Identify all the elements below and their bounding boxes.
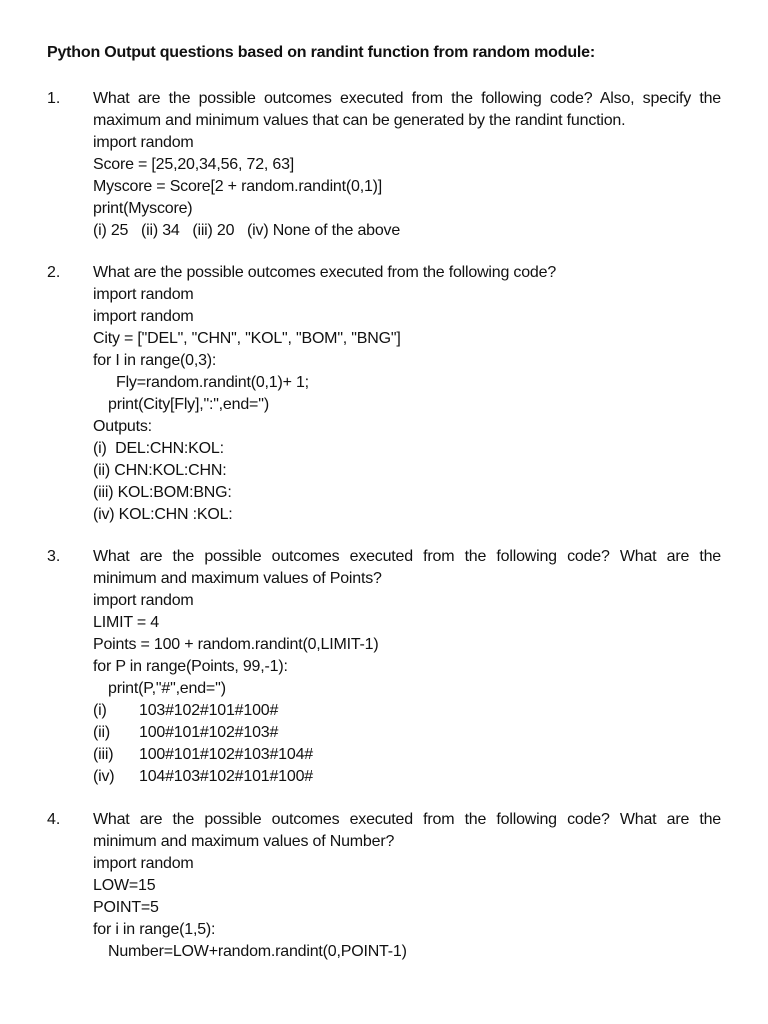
- question-number: 1.: [47, 90, 61, 107]
- answer-options-line: (i) 25 (ii) 34 (iii) 20 (iv) None of the above: [93, 222, 401, 239]
- option-label: (ii): [93, 724, 110, 741]
- code-line: City = ["DEL", "CHN", "KOL", "BOM", "BNG"]: [93, 330, 401, 347]
- output-option: [93, 766, 721, 788]
- code-line: Number=LOW+random.randint(0,POINT-1): [108, 943, 407, 960]
- code-line: for P in range(Points, 99,-1):: [93, 658, 288, 675]
- question-body: [93, 546, 721, 700]
- code-line: POINT=5: [93, 899, 159, 916]
- code-line: import random: [93, 308, 194, 325]
- code-line: Myscore = Score[2 + random.randint(0,1)]: [93, 178, 383, 195]
- question-prompt-line: minimum and maximum values of Points?: [93, 570, 382, 587]
- outputs-label: Outputs:: [93, 418, 152, 435]
- question-prompt-line: What are the possible outcomes executed from the following code?: [93, 264, 557, 281]
- output-option: (iii) KOL:BOM:BNG:: [93, 484, 232, 501]
- question-body: [93, 88, 721, 242]
- code-line: LOW=15: [93, 877, 156, 894]
- question-number: 3.: [47, 548, 61, 565]
- code-line: print(P,"#",end=''): [108, 680, 226, 697]
- question-prompt-line: What are the possible outcomes executed from the following code? What are the: [93, 811, 721, 828]
- code-line: Points = 100 + random.randint(0,LIMIT-1): [93, 636, 379, 653]
- options-list: [93, 700, 721, 788]
- option-text: 103#102#101#100#: [139, 702, 279, 719]
- output-option: [93, 722, 721, 744]
- question-number: 4.: [47, 811, 61, 828]
- document-title: Python Output questions based on randint function from random module:: [47, 44, 595, 61]
- question-prompt-line: What are the possible outcomes executed from the following code? Also, specify the: [93, 90, 721, 107]
- question-body: [93, 262, 721, 526]
- code-line: Score = [25,20,34,56, 72, 63]: [93, 156, 295, 173]
- code-line: import random: [93, 286, 194, 303]
- code-line: print(City[Fly],":",end=''): [108, 396, 269, 413]
- option-label: (i): [93, 702, 107, 719]
- option-text: 100#101#102#103#: [139, 724, 279, 741]
- output-option: (iv) KOL:CHN :KOL:: [93, 506, 233, 523]
- question-prompt-line: maximum and minimum values that can be generated by the randint function.: [93, 112, 626, 129]
- code-line: for i in range(1,5):: [93, 921, 216, 938]
- code-line: print(Myscore): [93, 200, 193, 217]
- option-text: 100#101#102#103#104#: [139, 746, 313, 763]
- code-line: import random: [93, 592, 194, 609]
- code-line: import random: [93, 134, 194, 151]
- question-prompt-line: minimum and maximum values of Number?: [93, 833, 395, 850]
- code-line: LIMIT = 4: [93, 614, 159, 631]
- question-body: [93, 809, 721, 963]
- output-option: [93, 744, 721, 766]
- output-option: (i) DEL:CHN:KOL:: [93, 440, 224, 457]
- question-prompt-line: What are the possible outcomes executed from the following code? What are the: [93, 548, 721, 565]
- option-label: (iii): [93, 746, 114, 763]
- question-number: 2.: [47, 264, 61, 281]
- option-label: (iv): [93, 768, 115, 785]
- output-option: [93, 700, 721, 722]
- option-text: 104#103#102#101#100#: [139, 768, 313, 785]
- code-line: import random: [93, 855, 194, 872]
- output-option: (ii) CHN:KOL:CHN:: [93, 462, 227, 479]
- code-line: for I in range(0,3):: [93, 352, 217, 369]
- code-line: Fly=random.randint(0,1)+ 1;: [116, 374, 309, 391]
